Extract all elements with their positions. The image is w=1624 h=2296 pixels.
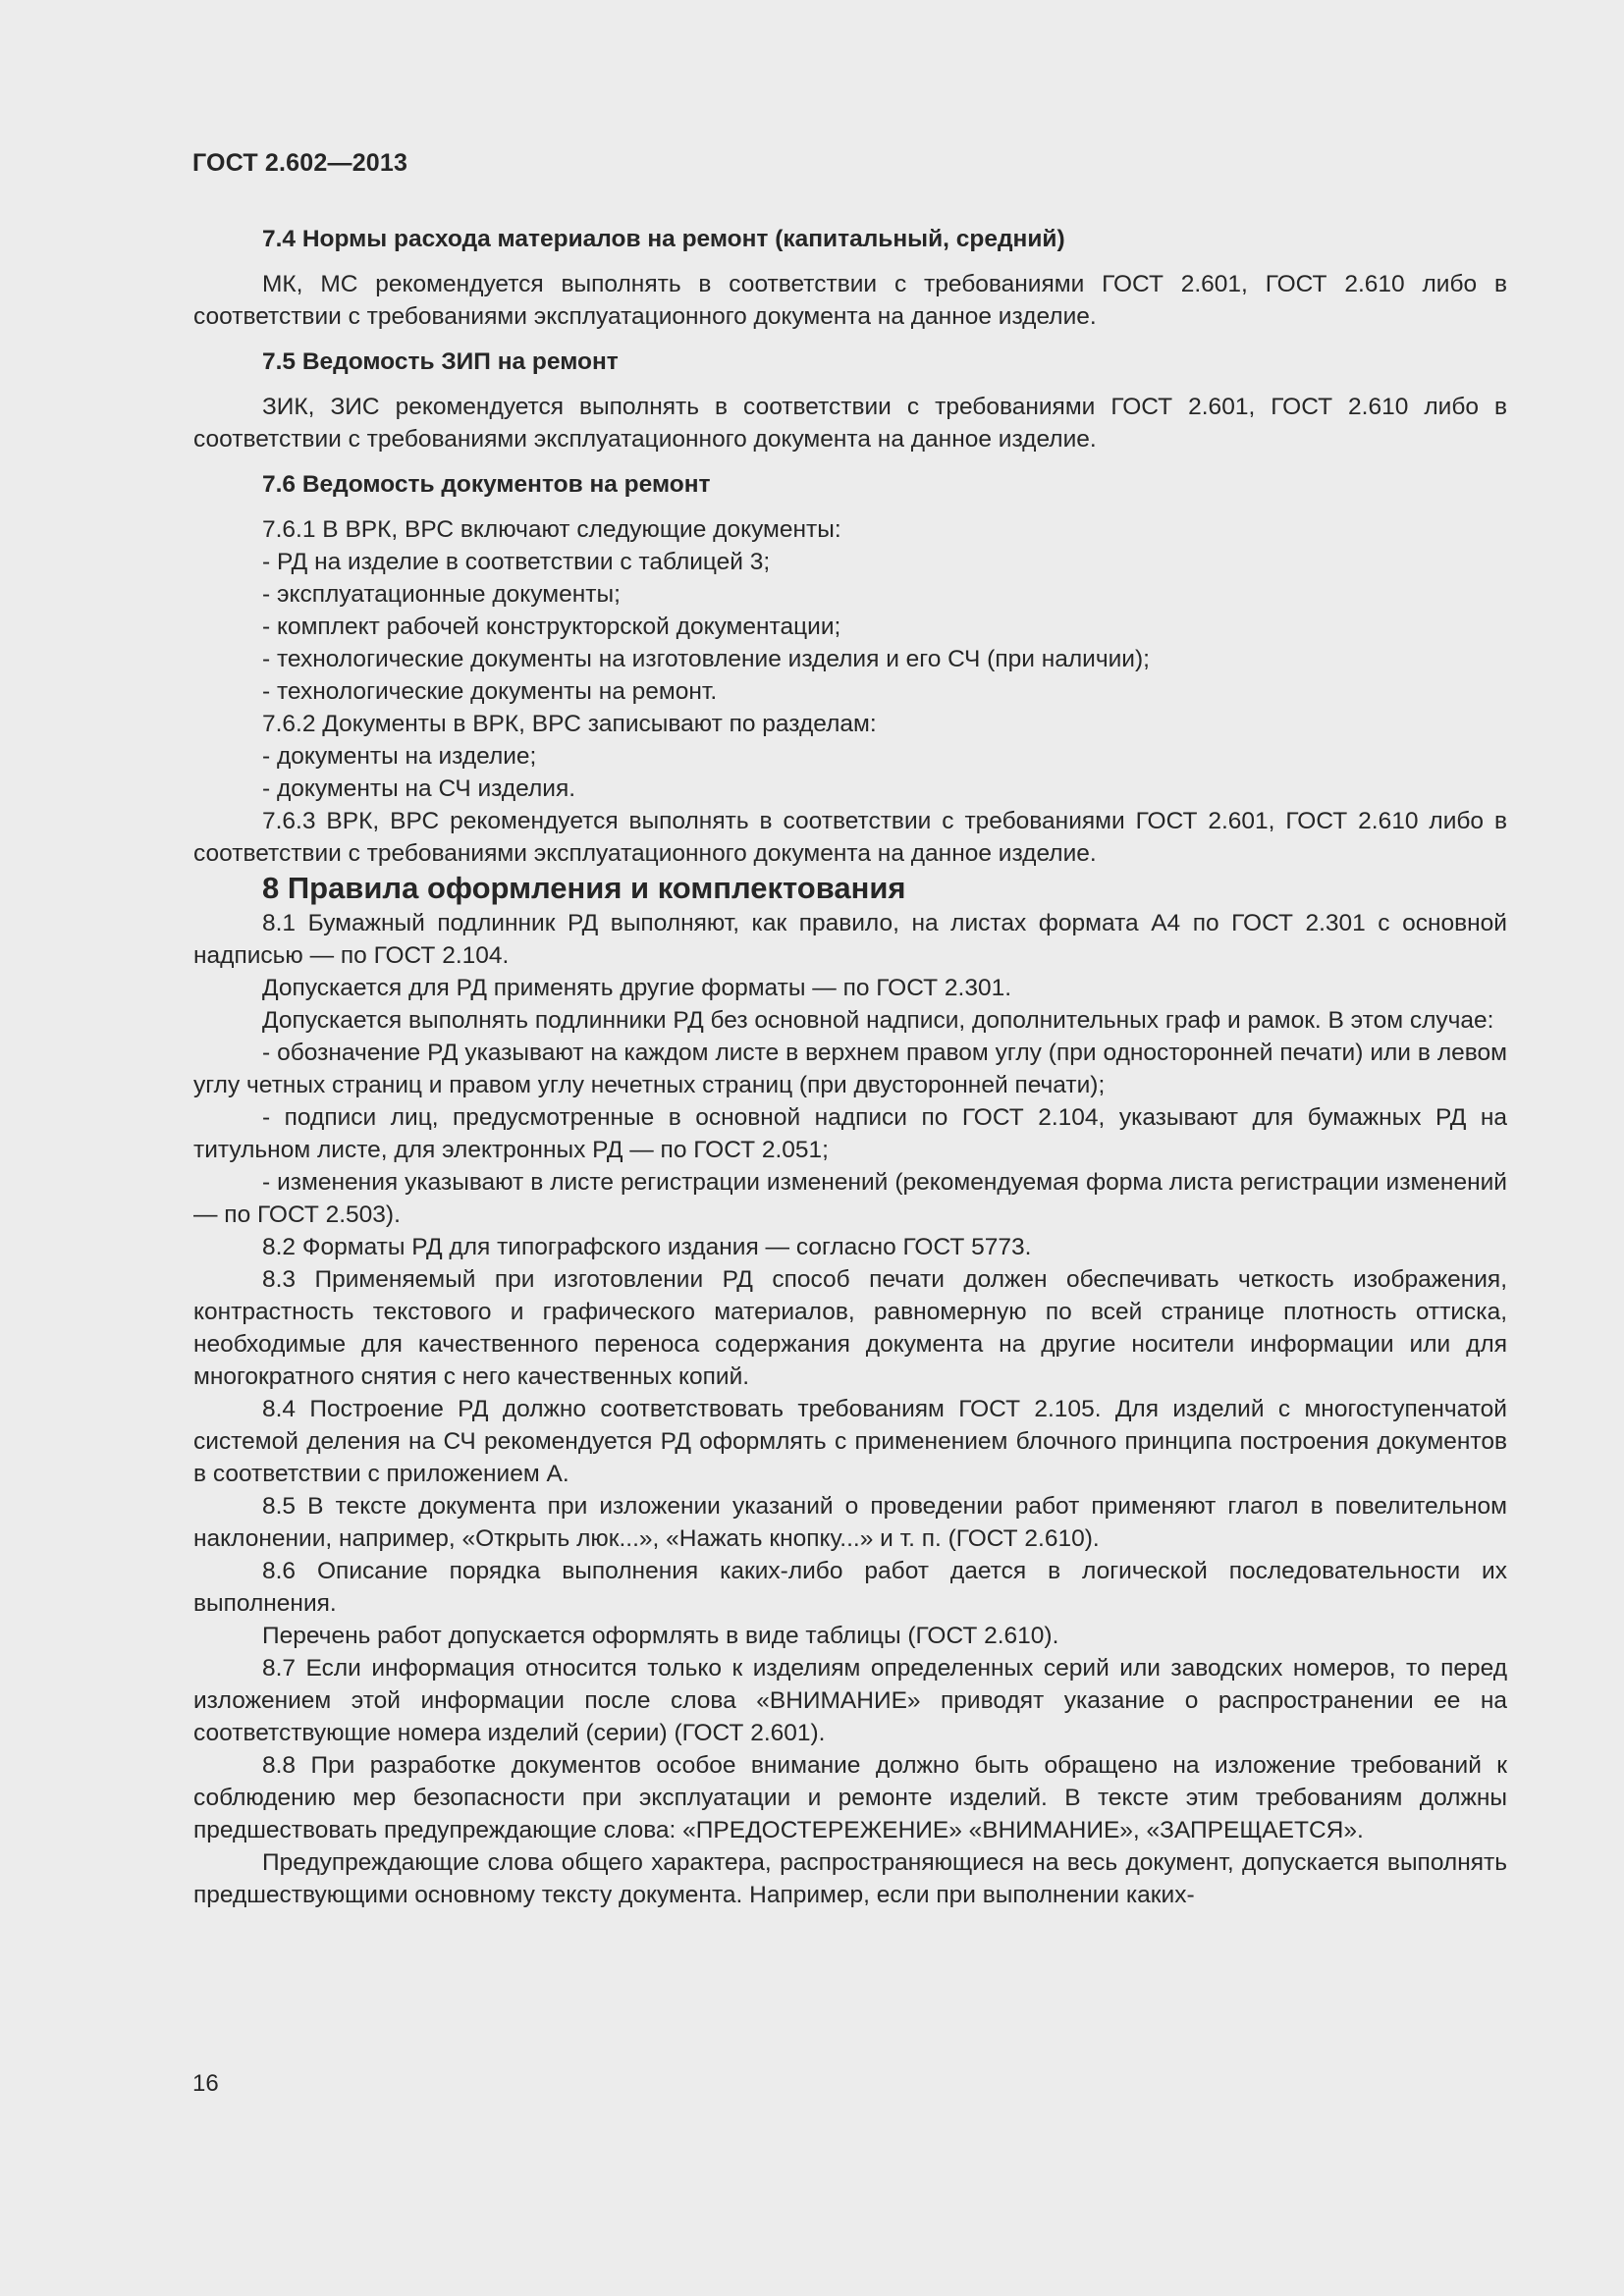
list-item: - РД на изделие в соответствии с таблицей 3; [262,549,771,575]
paragraph-8-8: 8.8 При разработке документов особое внимание должно быть обращено на изложение требований к соблюдению мер безопасности при эксплуатации и ремонте изделий. В тексте этим требованиям должны предшествовать предупреждающие слова: «ПРЕДОСТЕРЕЖЕНИЕ» «ВНИМАНИЕ», «ЗАПРЕЩАЕТСЯ». [193,1752,1507,1843]
paragraph-7-4: МК, МС рекомендуется выполнять в соответствии с требованиями ГОСТ 2.601, ГОСТ 2.610 либо в соответствии с требованиями эксплуатационного документа на данное изделие. [193,271,1507,330]
bullet-item: - подписи лиц, предусмотренные в основной надписи по ГОСТ 2.104, указывают для бумажных РД на титульном листе, для электронных РД — по ГОСТ 2.051; [193,1104,1507,1163]
paragraph-8-6-table: Перечень работ допускается оформлять в виде таблицы (ГОСТ 2.610). [262,1623,1059,1649]
paragraph-8-1: 8.1 Бумажный подлинник РД выполняют, как правило, на листах формата А4 по ГОСТ 2.301 с основной надписью — по ГОСТ 2.104. [193,910,1507,969]
paragraph-8-5: 8.5 В тексте документа при изложении указаний о проведении работ применяют глагол в повелительном наклонении, например, «Открыть люк...», «Нажать кнопку...» и т. п. (ГОСТ 2.610). [193,1493,1507,1552]
document-id: ГОСТ 2.602—2013 [192,149,408,177]
paragraph-7-5: ЗИК, ЗИС рекомендуется выполнять в соответствии с требованиями ГОСТ 2.601, ГОСТ 2.610 либо в соответствии с требованиями эксплуатационного документа на данное изделие. [193,394,1507,453]
paragraph-8-3: 8.3 Применяемый при изготовлении РД способ печати должен обеспечивать четкость изображения, контрастность текстового и графического материалов, равномерную по всей странице плотность оттиска, необходимые для качественного переноса содержания документа на другие носители информации или для многократного снятия с него качественных копий. [193,1266,1507,1390]
list-item: - документы на изделие; [262,743,537,770]
paragraph-8-2: 8.2 Форматы РД для типографского издания — согласно ГОСТ 5773. [262,1234,1032,1260]
heading-7-5: 7.5 Ведомость ЗИП на ремонт [262,348,619,375]
heading-7-6: 7.6 Ведомость документов на ремонт [262,471,711,498]
bullet-item: - изменения указывают в листе регистрации изменений (рекомендуемая форма листа регистрации изменений — по ГОСТ 2.503). [193,1169,1507,1228]
page-number: 16 [192,2070,219,2097]
paragraph-8-1-formats: Допускается для РД применять другие форматы — по ГОСТ 2.301. [262,975,1012,1001]
paragraph-8-6: 8.6 Описание порядка выполнения каких-либо работ дается в логической последовательности их выполнения. [193,1558,1507,1617]
paragraph-7-6-2: 7.6.2 Документы в ВРК, ВРС записывают по разделам: [262,711,877,737]
paragraph-7-6-3: 7.6.3 ВРК, ВРС рекомендуется выполнять в соответствии с требованиями ГОСТ 2.601, ГОСТ 2.610 либо в соответствии с требованиями эксплуатационного документа на данное изделие. [193,808,1507,867]
bullet-item: - обозначение РД указывают на каждом листе в верхнем правом углу (при односторонней печати) или в левом углу четных страниц и правом углу нечетных страниц (при двусторонней печати); [193,1040,1507,1098]
list-item: - документы на СЧ изделия. [262,775,576,802]
list-item: - технологические документы на ремонт. [262,678,718,705]
list-item: - комплект рабочей конструкторской документации; [262,614,841,640]
list-item: - эксплуатационные документы; [262,581,621,608]
paragraph-8-4: 8.4 Построение РД должно соответствовать требованиям ГОСТ 2.105. Для изделий с многоступенчатой системой деления на СЧ рекомендуется РД оформлять с применением блочного принципа построения документов в соответствии с приложением А. [193,1396,1507,1487]
heading-7-4: 7.4 Нормы расхода материалов на ремонт (капитальный, средний) [262,226,1065,252]
paragraph-8-7: 8.7 Если информация относится только к изделиям определенных серий или заводских номеров, то перед изложением этой информации после слова «ВНИМАНИЕ» приводят указание о распространении ее на соответствующие номера изделий (серии) (ГОСТ 2.601). [193,1655,1507,1746]
document-body [193,223,1507,1911]
list-item: - технологические документы на изготовление изделия и его СЧ (при наличии); [262,646,1150,672]
paragraph-8-8-warnings: Предупреждающие слова общего характера, распространяющиеся на весь документ, допускается выполнять предшествующими основному тексту документа. Например, если при выполнении каких- [193,1849,1507,1908]
heading-8: 8 Правила оформления и комплектования [262,871,906,905]
paragraph-7-6-1: 7.6.1 В ВРК, ВРС включают следующие документы: [262,516,841,543]
paragraph-8-1-no-frame: Допускается выполнять подлинники РД без основной надписи, дополнительных граф и рамок. В этом случае: [262,1007,1494,1034]
